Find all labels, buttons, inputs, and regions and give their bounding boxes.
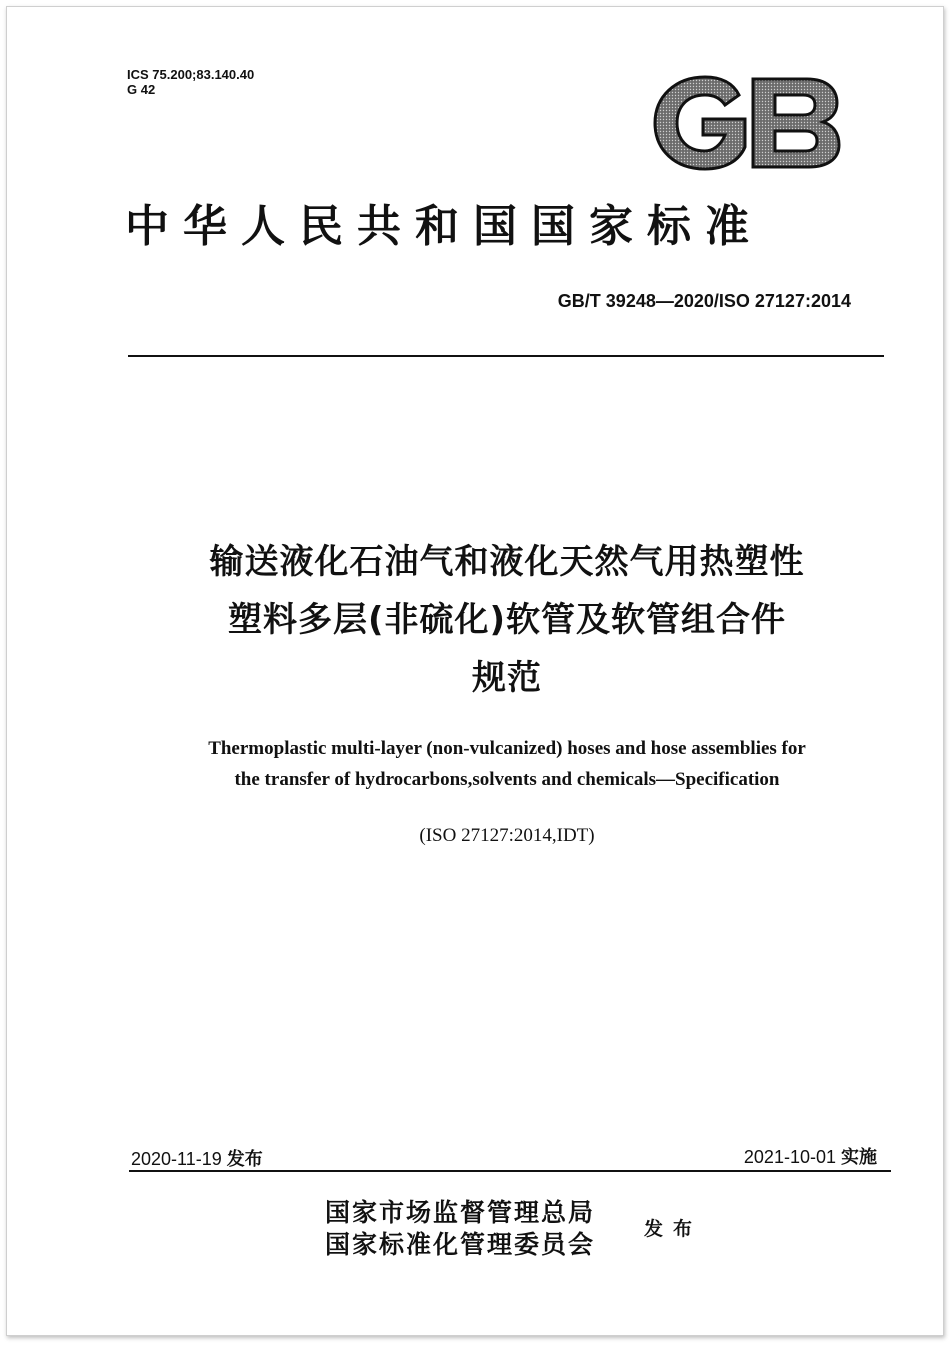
chinese-title-line-2: 塑料多层(非硫化)软管及软管组合件 (227, 600, 787, 640)
national-standard-title: 中华人民共和国国家标准 (125, 201, 763, 252)
footer-divider (129, 1170, 891, 1172)
ics-classification (127, 67, 254, 97)
publish-label: 发布 (644, 1218, 703, 1240)
english-title-line-2: the transfer of hydrocarbons,solvents and chemicals—Specification (234, 769, 780, 790)
publisher-samr: 国家市场监督管理总局 (325, 1198, 596, 1227)
chinese-title-line-3: 规范 (472, 658, 542, 698)
issue-date (131, 1145, 263, 1171)
iso-equivalence-reference: (ISO 27127:2014,IDT) (419, 825, 595, 846)
implementation-date-label: 实施 (841, 1147, 877, 1167)
publisher-sac: 国家标准化管理委员会 (325, 1230, 596, 1259)
gb-standard-logo-icon (647, 73, 842, 173)
issue-date-value: 2020-11-19 (131, 1149, 222, 1169)
chinese-title-line-1: 输送液化石油气和液化天然气用热塑性 (209, 542, 805, 582)
issue-date-label: 发布 (226, 1149, 263, 1169)
standard-number: GB/T 39248—2020/ISO 27127:2014 (557, 291, 851, 311)
header-divider (128, 355, 884, 357)
ccs-code: G 42 (127, 82, 156, 97)
english-title (7, 733, 950, 795)
english-title-line-1: Thermoplastic multi-layer (non-vulcanized) hoses and hose assemblies for (208, 738, 806, 759)
ics-code: ICS 75.200;83.140.40 (127, 67, 255, 82)
publishing-organizations (325, 1197, 595, 1261)
document-page (6, 6, 944, 1336)
implementation-date-value: 2021-10-01 (743, 1147, 836, 1167)
implementation-date (744, 1143, 877, 1169)
chinese-title (7, 533, 950, 707)
